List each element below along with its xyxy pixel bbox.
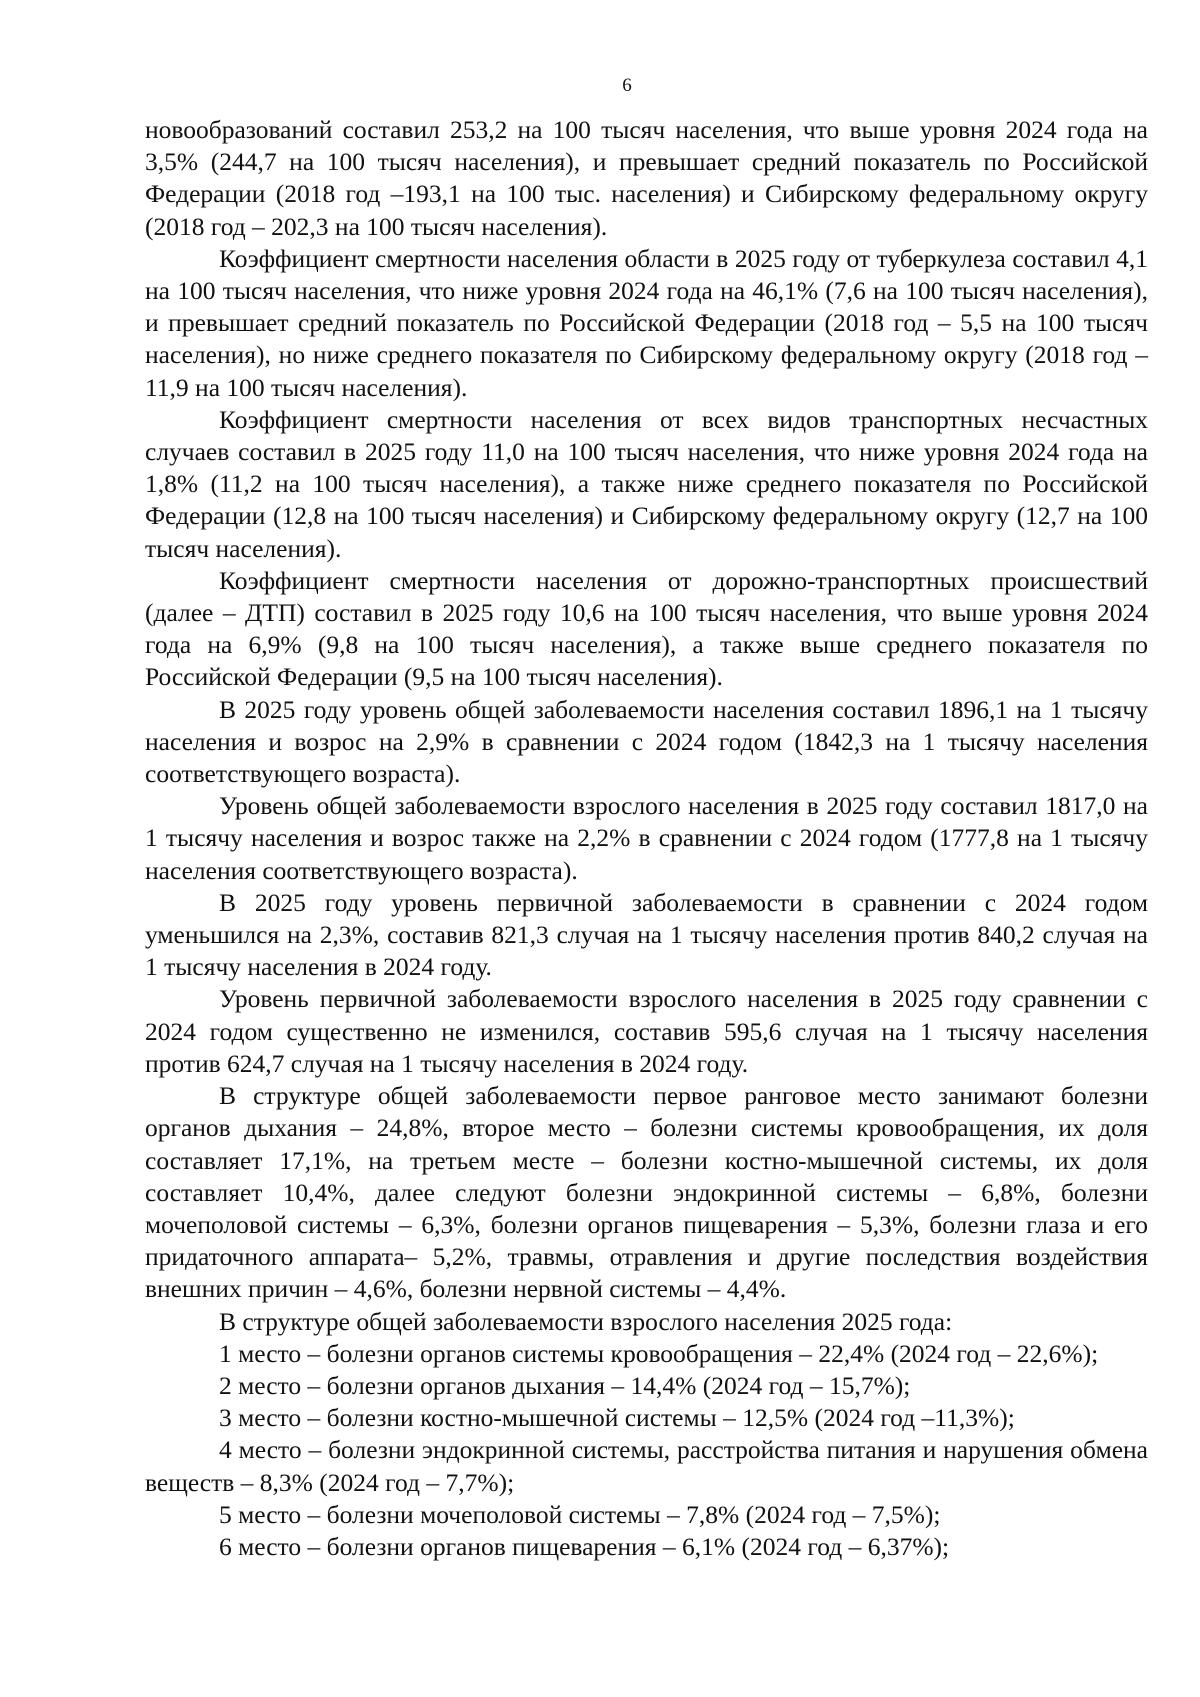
paragraph-morbidity-structure: В структуре общей заболеваемости первое ранговое место занимают болезни органов дыхания – 24,8%, второе место – болезни системы кровообращения, их доля составляет 17,1%, на третьем месте – болезни костно-мышечной системы, их доля составляет 10,4%, далее следуют болезни эндокринной системы – 6,8%, болезни мочеполовой системы – 6,3%, болезни органов пищеварения – 5,3%, болезни глаза и его придаточного аппарата– 5,2%, травмы, отравления и другие последствия воздействия внешних причин – 4,6%, болезни нервной системы – 4,4%. xyxy=(145,1081,1148,1304)
paragraph-total-morbidity: В 2025 году уровень общей заболеваемости населения составил 1896,1 на 1 тысячу населения и возрос на 2,9% в сравнении с 2024 годом (1842,3 на 1 тысячу населения соответствующего возраста). xyxy=(145,694,1148,789)
paragraph-tuberculosis-mortality: Коэффициент смертности населения области в 2025 году от туберкулеза составил 4,1 на 100 тысяч населения, что ниже уровня 2024 года на 46,1% (7,6 на 100 тысяч населения), и превышает средний показатель по Российской Федерации (2018 год – 5,5 на 100 тысяч населения), но ниже среднего показателя по Сибирскому федеральному округу (2018 год – 11,9 на 100 тысяч населения). xyxy=(145,243,1148,402)
paragraph-adult-primary-morbidity: Уровень первичной заболеваемости взрослого населения в 2025 году сравнении с 2024 годом существенно не изменился, составив 595,6 случая на 1 тысячу населения против 624,7 случая на 1 тысячу населения в 2024 году. xyxy=(145,984,1148,1078)
paragraph-neoplasm-mortality: новообразований составил 253,2 на 100 тысяч населения, что выше уровня 2024 года на 3,5% (244,7 на 100 тысяч населения), и превышает средний показатель по Российской Федерации (2018 год –193,1 на 100 тыс. населения) и Сибирскому федеральному округу (2018 год – 202,3 на 100 тысяч населения). xyxy=(145,115,1148,241)
rank-item-5: 5 место – болезни мочеполовой системы – 7,8% (2024 год – 7,5%); xyxy=(219,1499,941,1529)
page-number: 6 xyxy=(622,75,632,96)
paragraph-adult-total-morbidity: Уровень общей заболеваемости взрослого населения в 2025 году составил 1817,0 на 1 тысячу населения и возрос также на 2,2% в сравнении с 2024 годом (1777,8 на 1 тысячу населения соответствующего возраста). xyxy=(145,791,1148,885)
rank-item-3: 3 место – болезни костно-мышечной системы – 12,5% (2024 год –11,3%); xyxy=(219,1403,1015,1433)
rank-item-6: 6 место – болезни органов пищеварения – 6,1% (2024 год – 6,37%); xyxy=(219,1531,950,1561)
rank-item-4: 4 место – болезни эндокринной системы, расстройства питания и нарушения обмена веществ – 8,3% (2024 год – 7,7%); xyxy=(145,1435,1148,1497)
paragraph-primary-morbidity: В 2025 году уровень первичной заболеваемости в сравнении с 2024 годом уменьшился на 2,3%, составив 821,3 случая на 1 тысячу населения против 840,2 случая на 1 тысячу населения в 2024 году. xyxy=(145,887,1148,982)
paragraph-transport-accident-mortality: Коэффициент смертности населения от всех видов транспортных несчастных случаев составил в 2025 году 11,0 на 100 тысяч населения, что ниже уровня 2024 года на 1,8% (11,2 на 100 тысяч населения), а также ниже среднего показателя по Российской Федерации (12,8 на 100 тысяч населения) и Сибирскому федеральному округу (12,7 на 100 тысяч населения). xyxy=(145,404,1148,563)
rank-item-2: 2 место – болезни органов дыхания – 14,4% (2024 год – 15,7%); xyxy=(219,1370,911,1400)
document-body xyxy=(145,114,1148,1563)
paragraph-adult-structure-intro: В структуре общей заболеваемости взрослого населения 2025 года: xyxy=(219,1306,953,1336)
rank-item-1: 1 место – болезни органов системы кровообращения – 22,4% (2024 год – 22,6%); xyxy=(219,1338,1099,1368)
paragraph-road-accident-mortality: Коэффициент смертности населения от дорожно-транспортных происшествий (далее – ДТП) составил в 2025 году 10,6 на 100 тысяч населения, что выше уровня 2024 года на 6,9% (9,8 на 100 тысяч населения), а также выше среднего показателя по Российской Федерации (9,5 на 100 тысяч населения). xyxy=(145,565,1148,692)
